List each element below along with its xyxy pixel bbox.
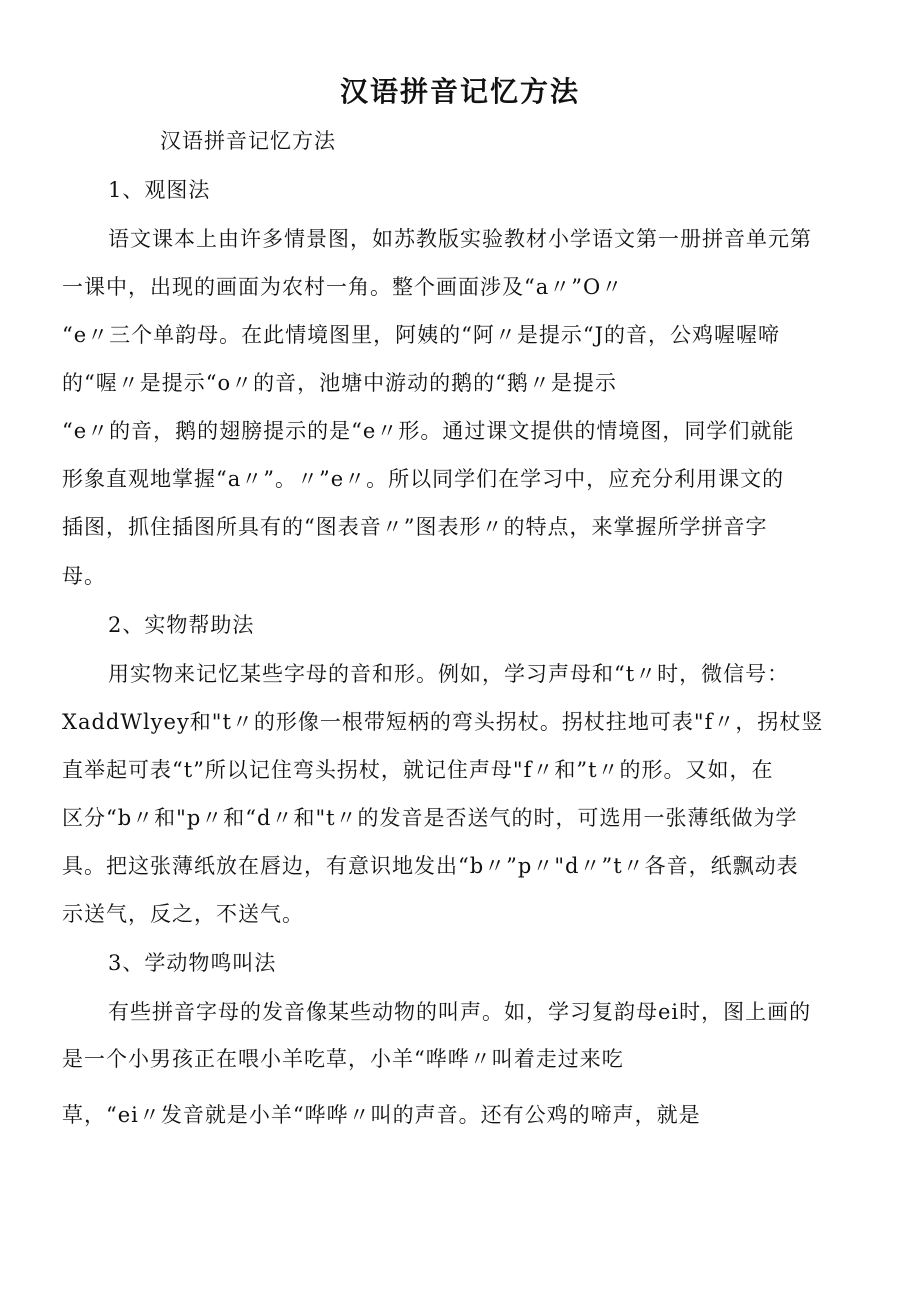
text-line: 形象直观地掌握“a〃”。〃”e〃。所以同学们在学习中，应充分利用课文的: [62, 467, 785, 491]
text-line: 具。把这张薄纸放在唇边，有意识地发出“b〃”p〃"d〃”t〃各音，纸飘动表: [62, 854, 799, 878]
text-line: 区分“b〃和"p〃和“d〃和"t〃的发音是否送气的时，可选用一张薄纸做为学: [62, 806, 798, 830]
text-line: 有些拼音字母的发音像某些动物的叫声。如，学习复韵母ei时，图上画的: [108, 1000, 812, 1024]
text-line: 直举起可表“t”所以记住弯头拐杖，就记住声母"f〃和”t〃的形。又如，在: [62, 758, 774, 782]
text-line: 一课中，出现的画面为农村一角。整个画面涉及“a〃”O〃: [62, 275, 624, 299]
text-line: 草，“ei〃发音就是小羊“哗哗〃叫的声音。还有公鸡的啼声，就是: [62, 1103, 701, 1127]
section-heading: 3、学动物鸣叫法: [108, 951, 277, 975]
text-line: 的“喔〃是提示“o〃的音，池塘中游动的鹅的“鹅〃是提示: [62, 371, 617, 395]
text-line: “e〃的音，鹅的翅膀提示的是“e〃形。通过课文提供的情境图，同学们就能: [62, 419, 795, 443]
text-line: 是一个小男孩正在喂小羊吃草，小羊“哗哗〃叫着走过来吃: [62, 1047, 624, 1071]
section-heading: 1、观图法: [108, 178, 211, 202]
text-line: 用实物来记忆某些字母的音和形。例如，学习声母和“t〃时，微信号：: [108, 662, 790, 686]
document-title: 汉语拼音记忆方法: [339, 75, 580, 108]
text-line: 母。: [62, 564, 106, 588]
text-line: 插图，抓住插图所具有的“图表音〃”图表形〃的特点，来掌握所学拼音字: [62, 515, 768, 539]
text-line: “e〃三个单韵母。在此情境图里，阿姨的“阿〃是提示“J的音，公鸡喔喔啼: [62, 323, 781, 347]
text-line: 语文课本上由许多情景图，如苏教版实验教材小学语文第一册拼音单元第: [108, 227, 812, 251]
text-line: 示送气，反之，不送气。: [62, 902, 304, 926]
section-heading: 2、实物帮助法: [108, 613, 255, 637]
text-line: XaddWlyey和"t〃的形像一根带短柄的弯头拐杖。拐杖拄地可表"f〃，拐杖竖: [62, 710, 824, 734]
text-line: 汉语拼音记忆方法: [160, 129, 336, 153]
